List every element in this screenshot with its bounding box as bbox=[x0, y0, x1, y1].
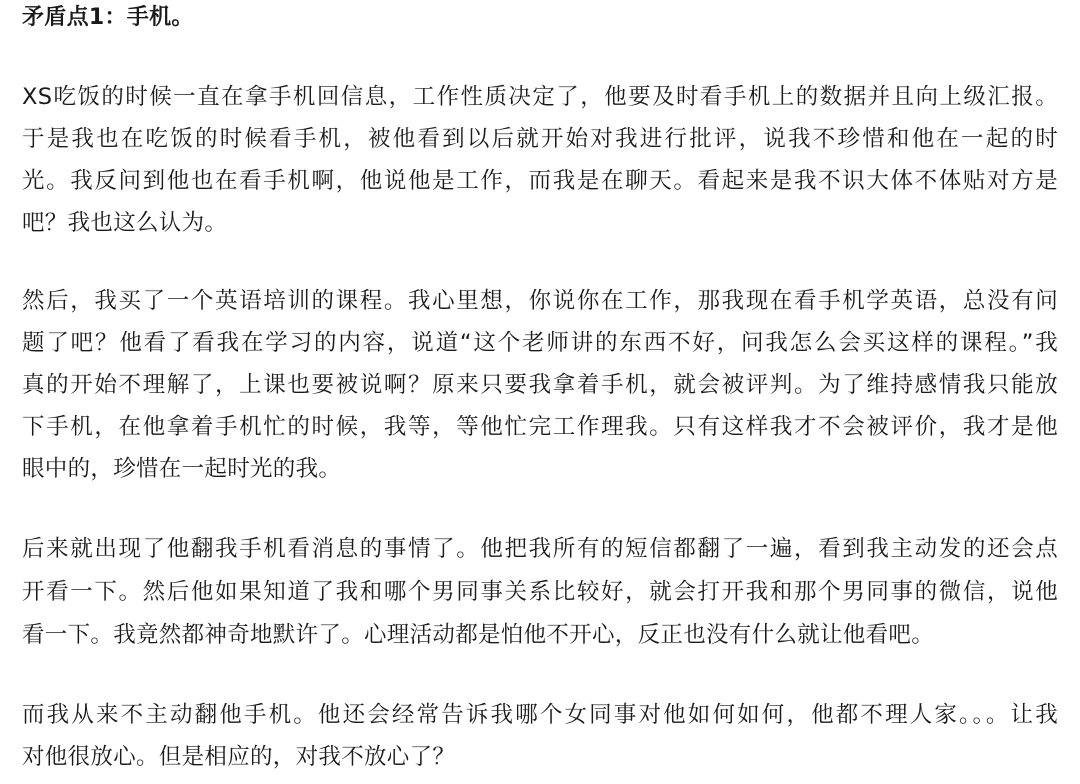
paragraph-1-line-2: 于是我也在吃饭的时候看手机，被他看到以后就开始对我进行批评，说我不珍惜和他在一起的时 bbox=[22, 126, 1058, 152]
paragraph-4-line-2: 对他很放心。但是相应的，对我不放心了？ bbox=[22, 744, 456, 770]
paragraph-3-line-1: 后来就出现了他翻我手机看消息的事情了。他把我所有的短信都翻了一遍，看到我主动发的还会点 bbox=[22, 536, 1058, 562]
paragraph-3-line-2: 开看一下。然后他如果知道了我和哪个男同事关系比较好，就会打开我和那个男同事的微信，说他 bbox=[22, 579, 1058, 605]
section-title: 矛盾点1：手机。 bbox=[22, 5, 194, 30]
paragraph-1-line-3: 光。我反问到他也在看手机啊，他说他是工作，而我是在聊天。看起来是我不识大体不体贴对方是 bbox=[22, 168, 1058, 194]
paragraph-2-line-5: 眼中的，珍惜在一起时光的我。 bbox=[22, 456, 342, 482]
paragraph-2-line-4: 下手机，在他拿着手机忙的时候，我等，等他忙完工作理我。只有这样我才不会被评价，我才是他 bbox=[22, 414, 1058, 440]
paragraph-2-line-3: 真的开始不理解了，上课也要被说啊？原来只要我拿着手机，就会被评判。为了维持感情我只能放 bbox=[22, 372, 1058, 398]
paragraph-3-line-3: 看一下。我竟然都神奇地默许了。心理活动都是怕他不开心，反正也没有什么就让他看吧。 bbox=[22, 622, 935, 648]
paragraph-2-line-2: 题了吧？他看了看我在学习的内容，说道“这个老师讲的东西不好，问我怎么会买这样的课程。”我 bbox=[22, 330, 1058, 356]
paragraph-2-line-1: 然后，我买了一个英语培训的课程。我心里想，你说你在工作，那我现在看手机学英语，总没有问 bbox=[22, 288, 1058, 314]
paragraph-4-line-1: 而我从来不主动翻他手机。他还会经常告诉我哪个女同事对他如何如何，他都不理人家。。。让我 bbox=[22, 702, 1058, 728]
paragraph-1-line-4: 吧？我也这么认为。 bbox=[22, 210, 228, 236]
paragraph-1-line-1: XS吃饭的时候一直在拿手机回信息，工作性质决定了，他要及时看手机上的数据并且向上级汇报。 bbox=[22, 84, 1058, 110]
